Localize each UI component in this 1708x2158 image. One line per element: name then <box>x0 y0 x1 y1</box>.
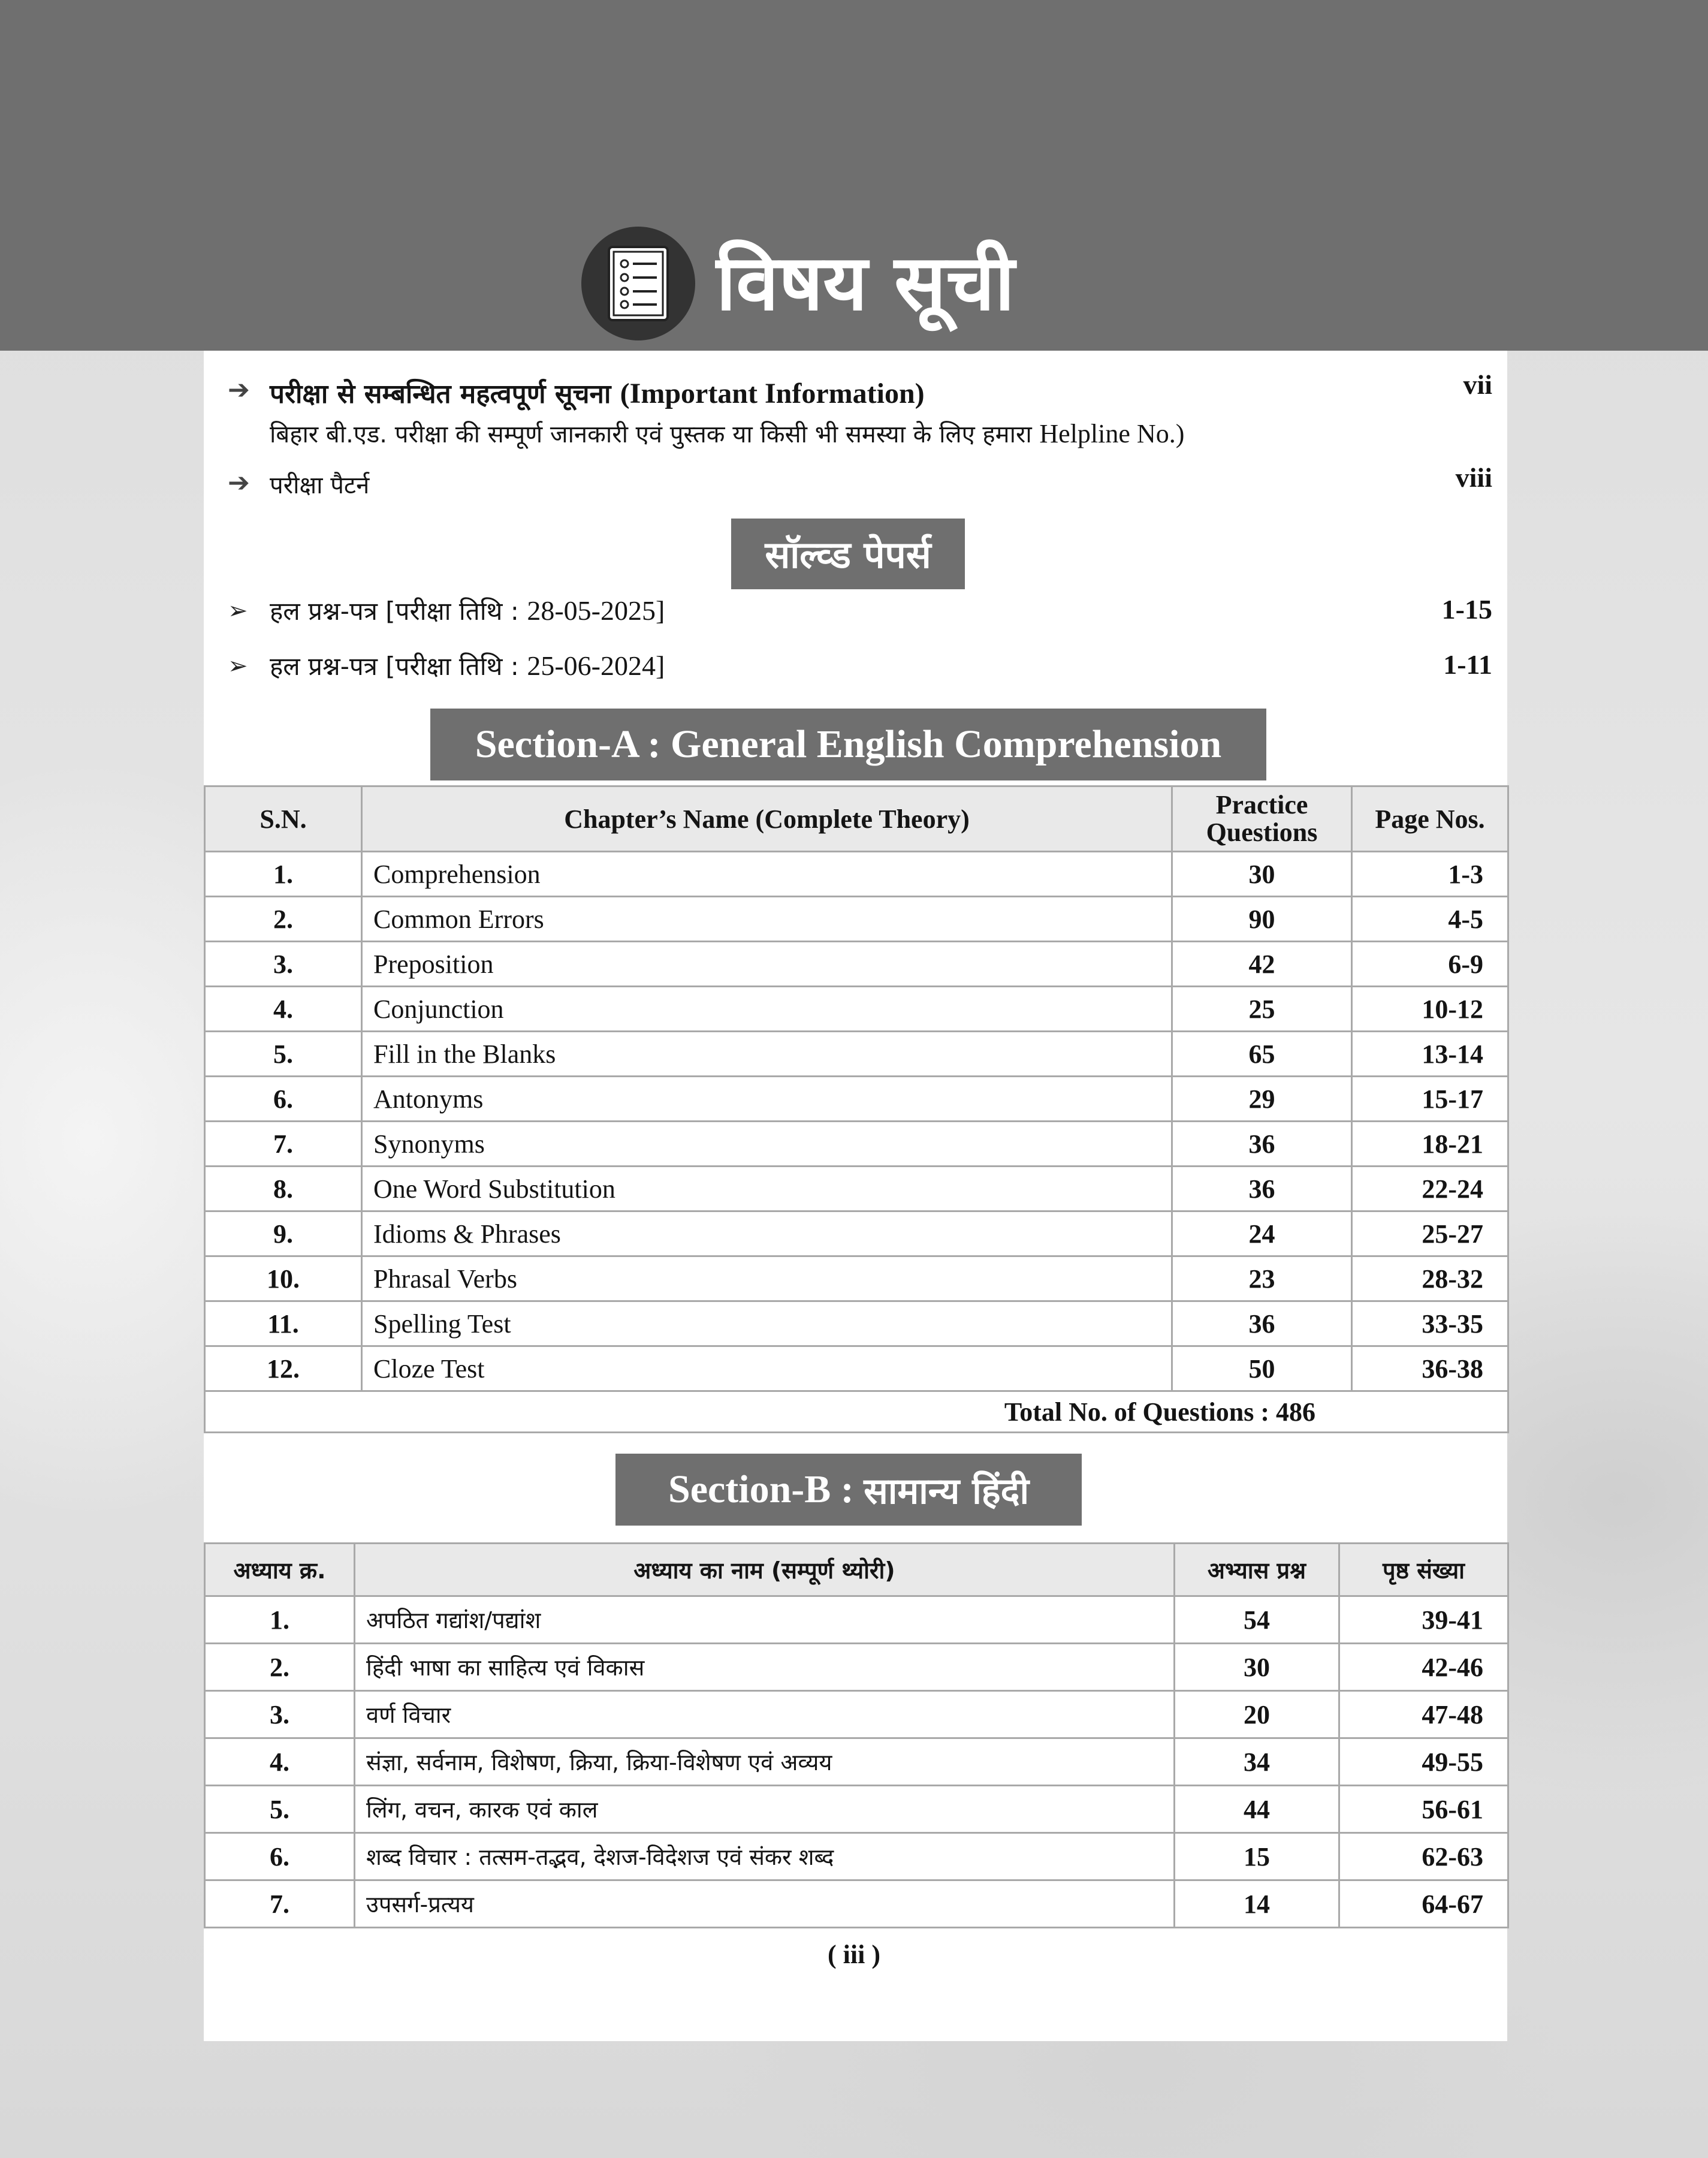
cell-questions: 24 <box>1172 1211 1352 1256</box>
table-header-row <box>205 786 1508 852</box>
cell-sn: 1. <box>205 1596 355 1644</box>
cell-page: 28-32 <box>1352 1256 1508 1301</box>
page-number: ( iii ) <box>828 1940 880 1969</box>
title-block <box>581 219 1015 348</box>
cell-chapter: Common Errors <box>362 897 1172 942</box>
table-row[interactable] <box>205 1122 1508 1167</box>
arrow-right-icon: ➔ <box>228 468 250 498</box>
solved-paper-row[interactable] <box>228 649 665 683</box>
cell-chapter: Comprehension <box>362 852 1172 897</box>
cell-sn: 3. <box>205 1691 355 1738</box>
cell-sn: 4. <box>205 1738 355 1786</box>
table-row[interactable] <box>205 987 1508 1032</box>
cell-questions: 20 <box>1175 1691 1339 1738</box>
cell-chapter: Cloze Test <box>362 1346 1172 1391</box>
header-sn: S.N. <box>205 786 362 852</box>
cell-questions: 23 <box>1172 1256 1352 1301</box>
cell-chapter: Antonyms <box>362 1077 1172 1122</box>
cell-sn: 7. <box>205 1880 355 1928</box>
cell-questions: 44 <box>1175 1786 1339 1833</box>
info-item-pattern[interactable] <box>228 468 369 501</box>
page-ref-pattern: viii <box>1455 462 1492 493</box>
info-subtitle <box>270 417 1184 450</box>
table-row[interactable] <box>205 1596 1508 1644</box>
solved-paper-date: 25-06-2024] <box>527 650 665 681</box>
total-row <box>205 1391 1508 1433</box>
section-b-banner <box>615 1454 1082 1526</box>
cell-page: 25-27 <box>1352 1211 1508 1256</box>
cell-sn: 7. <box>205 1122 362 1167</box>
cell-sn: 2. <box>205 897 362 942</box>
cell-questions: 65 <box>1172 1032 1352 1077</box>
header-page-nos: Page Nos. <box>1352 786 1508 852</box>
page-title: विषय सूची <box>716 238 1015 328</box>
table-row[interactable] <box>205 1077 1508 1122</box>
cell-sn: 3. <box>205 942 362 987</box>
cell-questions: 25 <box>1172 987 1352 1032</box>
table-row[interactable] <box>205 897 1508 942</box>
cell-page: 36-38 <box>1352 1346 1508 1391</box>
cell-questions: 36 <box>1172 1167 1352 1211</box>
cell-chapter: उपसर्ग-प्रत्यय <box>355 1880 1175 1928</box>
cell-page: 62-63 <box>1339 1833 1508 1880</box>
cell-sn: 5. <box>205 1032 362 1077</box>
cell-page: 13-14 <box>1352 1032 1508 1077</box>
header-practice-line1: Practice <box>1215 790 1308 819</box>
table-row[interactable] <box>205 1301 1508 1346</box>
cell-questions: 54 <box>1175 1596 1339 1644</box>
header-practice-line2: Questions <box>1206 818 1318 847</box>
cell-page: 49-55 <box>1339 1738 1508 1786</box>
cell-questions: 14 <box>1175 1880 1339 1928</box>
info-subtitle-english: Helpline No.) <box>1039 419 1185 448</box>
cell-chapter: Conjunction <box>362 987 1172 1032</box>
cell-sn: 12. <box>205 1346 362 1391</box>
cell-sn: 1. <box>205 852 362 897</box>
cell-sn: 10. <box>205 1256 362 1301</box>
solved-papers-banner: सॉल्व्ड पेपर्स <box>731 519 965 589</box>
table-row[interactable] <box>205 1256 1508 1301</box>
cell-page: 1-3 <box>1352 852 1508 897</box>
cell-chapter: Fill in the Blanks <box>362 1032 1172 1077</box>
cell-sn: 5. <box>205 1786 355 1833</box>
cell-sn: 8. <box>205 1167 362 1211</box>
cell-chapter: Synonyms <box>362 1122 1172 1167</box>
section-b-banner-en: Section-B : <box>668 1467 854 1511</box>
triangle-bullet-icon: ➢ <box>228 652 248 680</box>
cell-page: 47-48 <box>1339 1691 1508 1738</box>
cell-questions: 29 <box>1172 1077 1352 1122</box>
cell-sn: 4. <box>205 987 362 1032</box>
table-row[interactable] <box>205 852 1508 897</box>
header-chapter-no: अध्याय क्र. <box>205 1544 355 1596</box>
info-title <box>270 375 1184 411</box>
solved-paper-page: 1-11 <box>1443 649 1492 680</box>
section-b-table <box>204 1542 1509 1928</box>
cell-chapter: One Word Substitution <box>362 1167 1172 1211</box>
triangle-bullet-icon: ➢ <box>228 596 248 625</box>
table-row[interactable] <box>205 1786 1508 1833</box>
cell-chapter: Phrasal Verbs <box>362 1256 1172 1301</box>
solved-paper-label: हल प्रश्न-पत्र [परीक्षा तिथि : <box>270 652 519 681</box>
cell-chapter: Spelling Test <box>362 1301 1172 1346</box>
cell-chapter: अपठित गद्यांश/पद्यांश <box>355 1596 1175 1644</box>
page-ref-important: vii <box>1463 369 1492 400</box>
cell-chapter: Preposition <box>362 942 1172 987</box>
info-title-english: (Important Information) <box>620 378 925 409</box>
cell-questions: 90 <box>1172 897 1352 942</box>
cell-chapter: वर्ण विचार <box>355 1691 1175 1738</box>
cell-page: 33-35 <box>1352 1301 1508 1346</box>
info-subtitle-hindi: बिहार बी.एड. परीक्षा की सम्पूर्ण जानकारी एवं पुस्तक या किसी भी समस्या के लिए हमारा <box>270 421 1032 448</box>
info-item-important[interactable] <box>228 375 1184 450</box>
cell-questions: 36 <box>1172 1301 1352 1346</box>
cell-sn: 6. <box>205 1077 362 1122</box>
table-row[interactable] <box>205 1644 1508 1691</box>
table-row[interactable] <box>205 942 1508 987</box>
section-a-banner: Section-A : General English Comprehension <box>430 709 1266 780</box>
cell-page: 39-41 <box>1339 1596 1508 1644</box>
header-practice-questions: अभ्यास प्रश्न <box>1175 1544 1339 1596</box>
cell-questions: 42 <box>1172 942 1352 987</box>
cell-questions: 34 <box>1175 1738 1339 1786</box>
table-header-row <box>205 1544 1508 1596</box>
cell-page: 6-9 <box>1352 942 1508 987</box>
solved-paper-row[interactable] <box>228 593 665 628</box>
table-row[interactable] <box>205 1032 1508 1077</box>
cell-sn: 11. <box>205 1301 362 1346</box>
solved-paper-label: हल प्रश्न-पत्र [परीक्षा तिथि : <box>270 596 519 626</box>
cell-questions: 15 <box>1175 1833 1339 1880</box>
header-practice-questions <box>1172 786 1352 852</box>
cell-chapter: Idioms & Phrases <box>362 1211 1172 1256</box>
cell-questions: 50 <box>1172 1346 1352 1391</box>
header-chapter-name: अध्याय का नाम (सम्पूर्ण थ्योरी) <box>355 1544 1175 1596</box>
cell-sn: 2. <box>205 1644 355 1691</box>
cell-page: 4-5 <box>1352 897 1508 942</box>
cell-chapter: शब्द विचार : तत्सम-तद्भव, देशज-विदेशज एवं संकर शब्द <box>355 1833 1175 1880</box>
info-pattern-label: परीक्षा पैटर्न <box>270 472 370 499</box>
solved-paper-page: 1-15 <box>1441 594 1492 625</box>
header-page-count: पृष्ठ संख्या <box>1339 1544 1508 1596</box>
table-row[interactable] <box>205 1833 1508 1880</box>
cell-chapter: संज्ञा, सर्वनाम, विशेषण, क्रिया, क्रिया-विशेषण एवं अव्यय <box>355 1738 1175 1786</box>
cell-sn: 6. <box>205 1833 355 1880</box>
info-title-hindi: परीक्षा से सम्बन्धित महत्वपूर्ण सूचना <box>270 379 611 409</box>
cell-page: 10-12 <box>1352 987 1508 1032</box>
table-row[interactable] <box>205 1738 1508 1786</box>
checklist-icon <box>581 227 695 340</box>
cell-page: 42-46 <box>1339 1644 1508 1691</box>
solved-paper-date: 28-05-2025] <box>527 595 665 626</box>
total-questions: Total No. of Questions : 486 <box>205 1391 1508 1433</box>
table-row[interactable] <box>205 1346 1508 1391</box>
cell-page: 56-61 <box>1339 1786 1508 1833</box>
table-row[interactable] <box>205 1211 1508 1256</box>
section-a-table <box>204 785 1509 1433</box>
cell-page: 18-21 <box>1352 1122 1508 1167</box>
table-row[interactable] <box>205 1880 1508 1928</box>
cell-page: 64-67 <box>1339 1880 1508 1928</box>
cell-chapter: लिंग, वचन, कारक एवं काल <box>355 1786 1175 1833</box>
cell-questions: 36 <box>1172 1122 1352 1167</box>
cell-questions: 30 <box>1172 852 1352 897</box>
cell-sn: 9. <box>205 1211 362 1256</box>
cell-page: 15-17 <box>1352 1077 1508 1122</box>
cell-questions: 30 <box>1175 1644 1339 1691</box>
cell-chapter: हिंदी भाषा का साहित्य एवं विकास <box>355 1644 1175 1691</box>
section-b-banner-hi: सामान्य हिंदी <box>864 1470 1029 1512</box>
table-row[interactable] <box>205 1167 1508 1211</box>
header-chapter-name: Chapter’s Name (Complete Theory) <box>362 786 1172 852</box>
arrow-right-icon: ➔ <box>228 375 250 405</box>
cell-page: 22-24 <box>1352 1167 1508 1211</box>
table-row[interactable] <box>205 1691 1508 1738</box>
